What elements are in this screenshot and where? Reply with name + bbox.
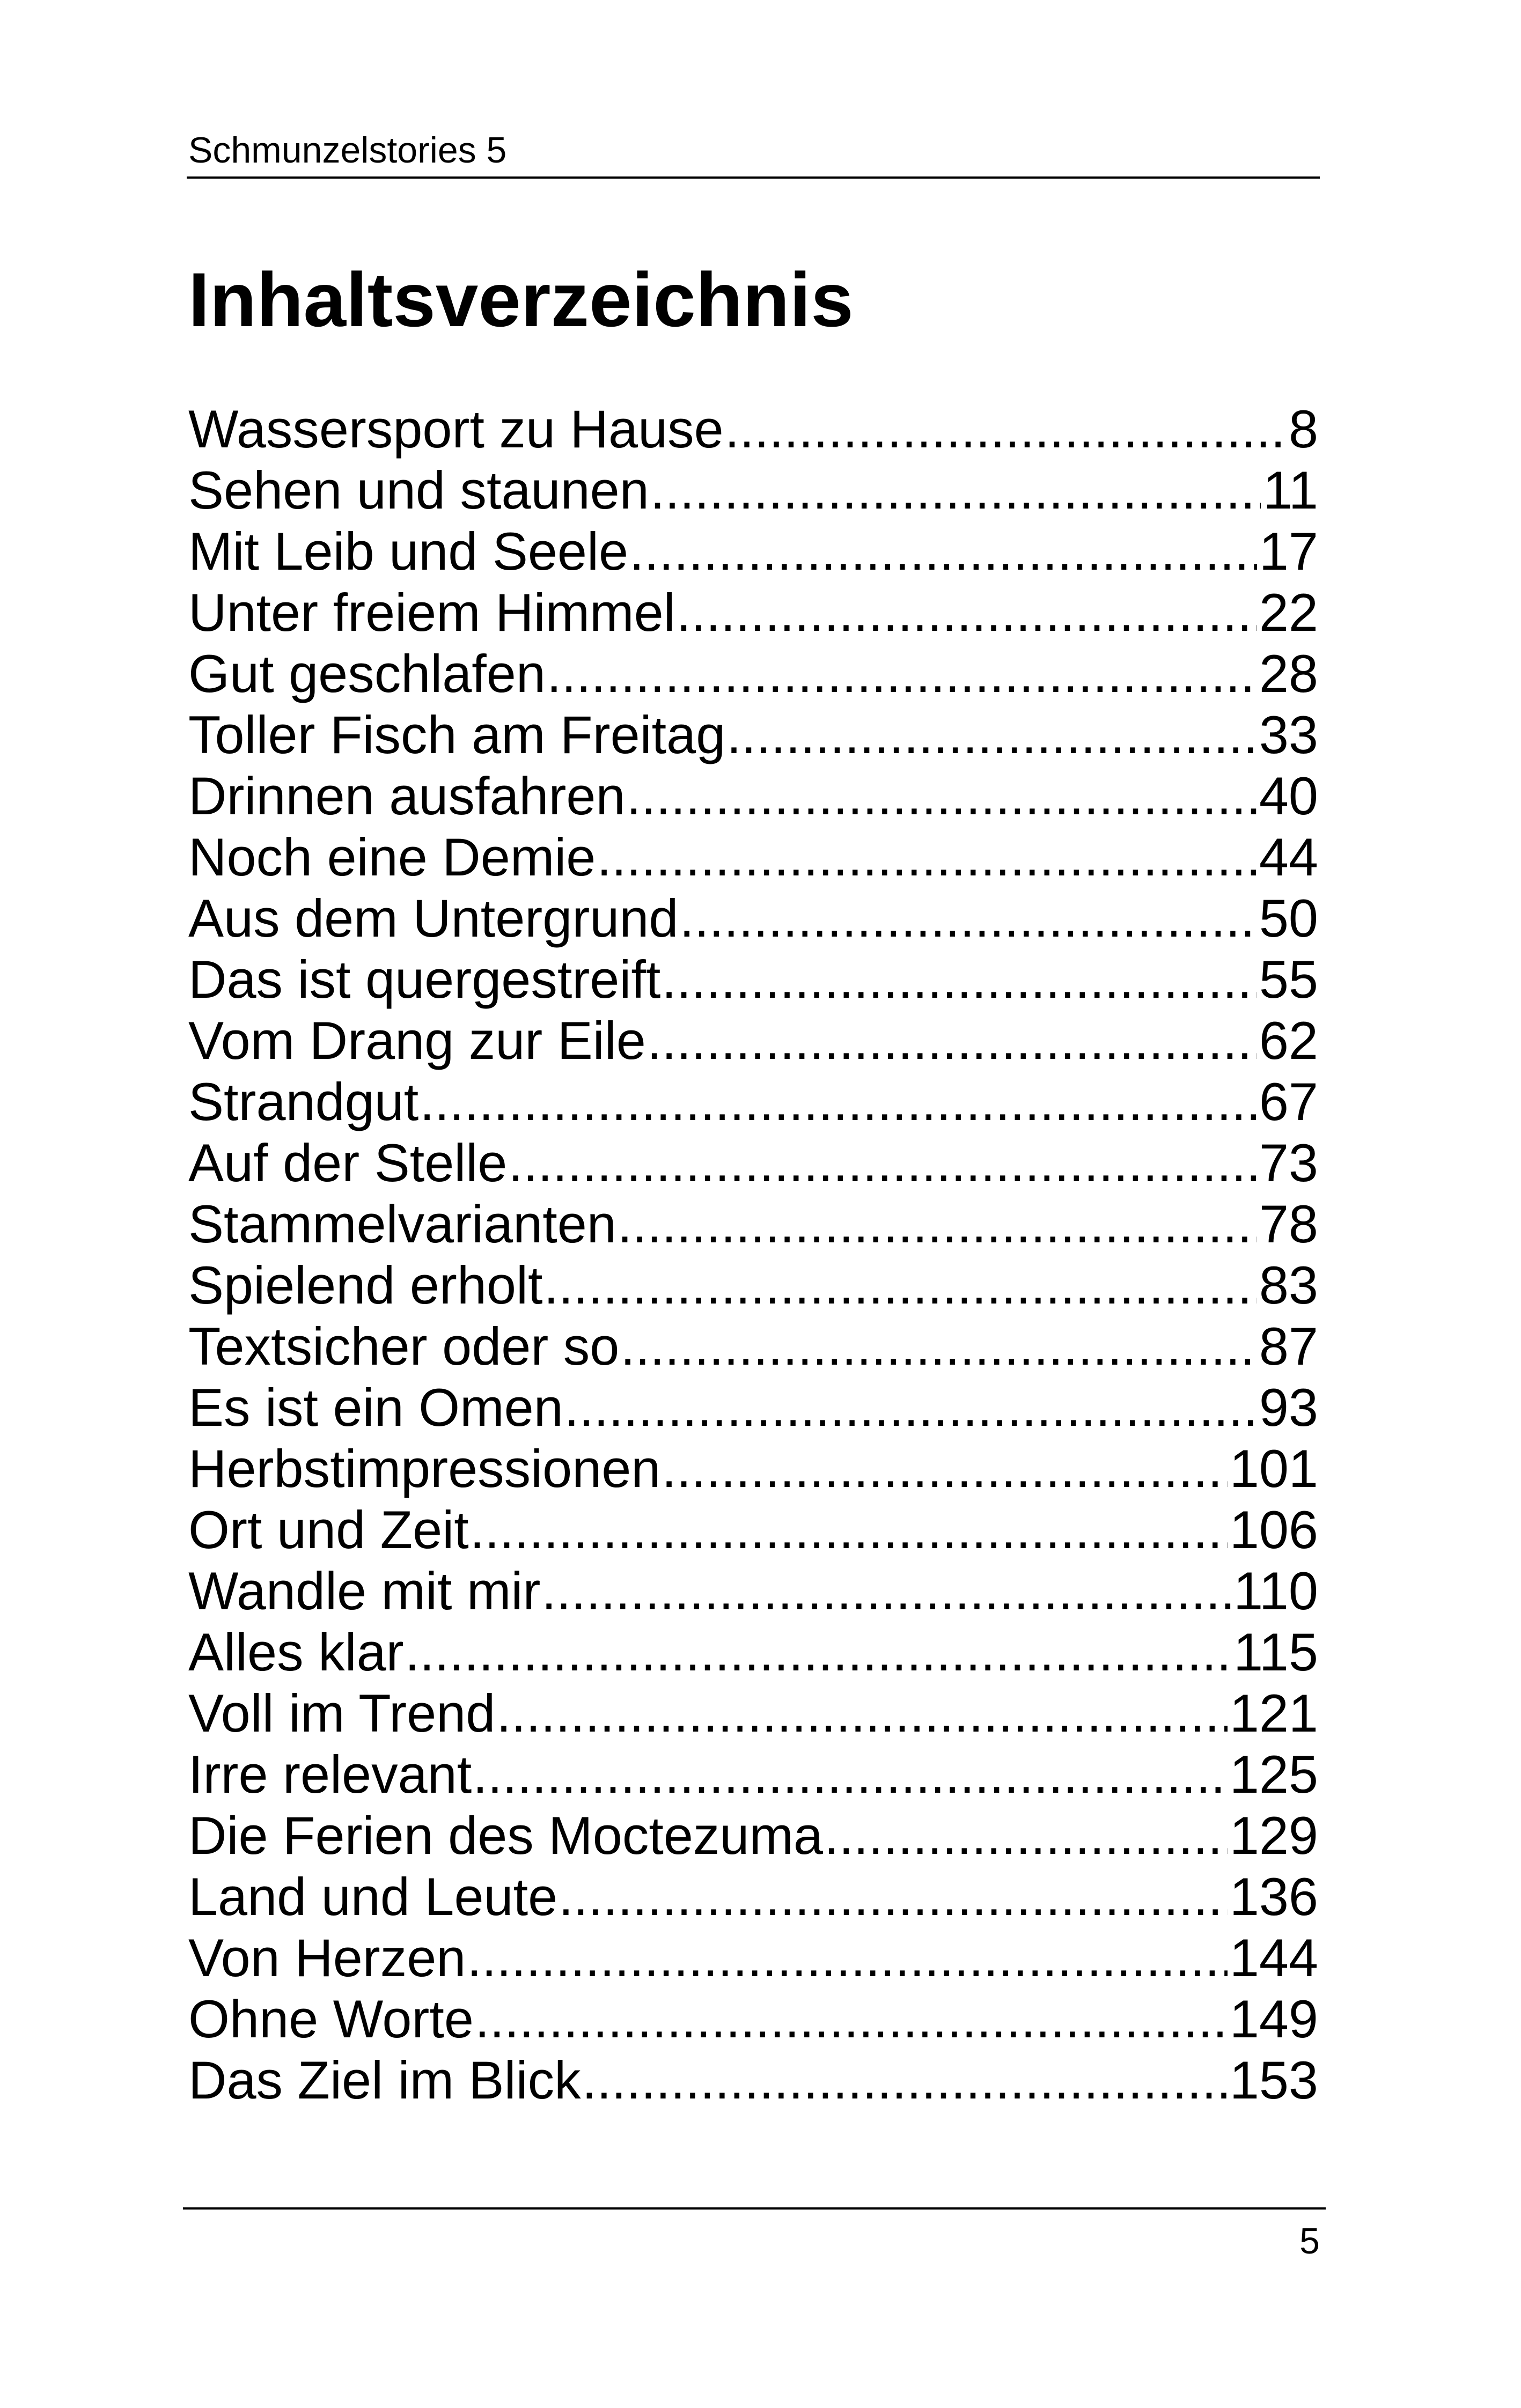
toc-entry-page: 87	[1259, 1316, 1318, 1376]
toc-entry-title: Mit Leib und Seele	[188, 521, 629, 581]
toc-entry-page: 78	[1259, 1194, 1318, 1254]
toc-entry[interactable]	[188, 1071, 1318, 1132]
toc-entry[interactable]	[188, 582, 1318, 643]
dot-leader	[541, 1560, 1231, 1622]
toc-entry[interactable]	[188, 949, 1318, 1010]
toc-entry[interactable]	[188, 1377, 1318, 1438]
toc-entry[interactable]	[188, 1255, 1318, 1316]
dot-leader	[597, 827, 1257, 888]
toc-entry-page: 55	[1259, 949, 1318, 1009]
toc-entry[interactable]	[188, 1132, 1318, 1194]
toc-entry-title: Wassersport zu Hause	[188, 399, 724, 459]
toc-entry-page: 129	[1229, 1806, 1318, 1865]
toc-entry-title: Das ist quergestreift	[188, 949, 661, 1009]
dot-leader	[662, 949, 1257, 1010]
toc-entry-page: 40	[1259, 766, 1318, 826]
dot-leader	[618, 1194, 1257, 1255]
toc-entry-page: 67	[1259, 1072, 1318, 1131]
dot-leader	[543, 1255, 1257, 1316]
toc-entry[interactable]	[188, 1927, 1318, 1989]
dot-leader	[475, 1989, 1228, 2050]
toc-entry[interactable]	[188, 1866, 1318, 1927]
running-header: Schmunzelstories 5	[188, 130, 507, 171]
toc-entry[interactable]	[188, 1805, 1318, 1866]
dot-leader	[405, 1622, 1232, 1683]
toc-entry-page: 22	[1259, 583, 1318, 642]
toc-entry-page: 17	[1259, 521, 1318, 581]
toc-entry-title: Spielend erholt	[188, 1255, 543, 1315]
table-of-contents	[188, 399, 1318, 2111]
toc-entry-title: Ort und Zeit	[188, 1500, 469, 1559]
toc-entry[interactable]	[188, 1622, 1318, 1683]
toc-entry-title: Unter freiem Himmel	[188, 583, 675, 642]
toc-entry-title: Auf der Stelle	[188, 1133, 508, 1192]
toc-entry-page: 115	[1233, 1622, 1318, 1682]
toc-entry-page: 73	[1259, 1133, 1318, 1192]
toc-entry[interactable]	[188, 1499, 1318, 1560]
toc-entry-page: 33	[1259, 705, 1318, 764]
toc-entry-title: Drinnen ausfahren	[188, 766, 626, 826]
toc-entry-title: Sehen und staunen	[188, 460, 649, 520]
toc-entry-page: 28	[1259, 644, 1318, 703]
toc-entry-page: 106	[1229, 1500, 1318, 1559]
toc-entry[interactable]	[188, 704, 1318, 765]
dot-leader	[662, 1438, 1227, 1499]
toc-entry[interactable]	[188, 1744, 1318, 1805]
toc-entry-title: Es ist ein Omen	[188, 1378, 563, 1437]
toc-entry-page: 110	[1233, 1561, 1318, 1621]
dot-leader	[547, 643, 1257, 704]
toc-entry-page: 101	[1229, 1439, 1318, 1498]
toc-entry-title: Die Ferien des Moctezuma	[188, 1806, 823, 1865]
toc-entry[interactable]	[188, 1560, 1318, 1622]
toc-entry[interactable]	[188, 1683, 1318, 1744]
toc-entry[interactable]	[188, 460, 1318, 521]
toc-entry-title: Noch eine Demie	[188, 827, 596, 887]
toc-entry-title: Voll im Trend	[188, 1683, 496, 1743]
toc-entry-page: 44	[1259, 827, 1318, 887]
toc-entry-page: 136	[1229, 1867, 1318, 1926]
toc-entry[interactable]	[188, 1438, 1318, 1499]
dot-leader	[620, 1316, 1257, 1377]
toc-entry[interactable]	[188, 1010, 1318, 1071]
toc-entry-title: Vom Drang zur Eile	[188, 1011, 646, 1070]
toc-entry-page: 83	[1259, 1255, 1318, 1315]
page-number: 5	[1299, 2221, 1320, 2262]
toc-entry-page: 50	[1259, 888, 1318, 948]
dot-leader	[582, 2050, 1228, 2111]
dot-leader	[647, 1010, 1257, 1071]
toc-entry-page: 153	[1229, 2050, 1318, 2110]
toc-entry[interactable]	[188, 888, 1318, 949]
toc-entry-title: Aus dem Untergrund	[188, 888, 679, 948]
toc-entry-page: 8	[1288, 399, 1318, 459]
toc-entry[interactable]	[188, 643, 1318, 704]
dot-leader	[470, 1499, 1228, 1560]
dot-leader	[473, 1744, 1228, 1805]
dot-leader	[726, 704, 1257, 765]
toc-entry[interactable]	[188, 765, 1318, 827]
header-rule	[187, 176, 1320, 179]
toc-entry[interactable]	[188, 1194, 1318, 1255]
toc-entry[interactable]	[188, 1316, 1318, 1377]
toc-entry-page: 149	[1229, 1989, 1318, 2049]
dot-leader	[824, 1805, 1228, 1866]
toc-entry-title: Herbstimpressionen	[188, 1439, 661, 1498]
toc-entry-title: Alles klar	[188, 1622, 404, 1682]
dot-leader	[420, 1071, 1257, 1132]
toc-entry-title: Strandgut	[188, 1072, 419, 1131]
toc-entry-page: 11	[1263, 460, 1318, 520]
toc-entry-page: 121	[1229, 1683, 1318, 1743]
toc-entry[interactable]	[188, 1989, 1318, 2050]
dot-leader	[467, 1927, 1227, 1989]
toc-entry-title: Irre relevant	[188, 1744, 472, 1804]
dot-leader	[679, 888, 1257, 949]
toc-entry-title: Toller Fisch am Freitag	[188, 705, 726, 764]
toc-entry[interactable]	[188, 827, 1318, 888]
toc-entry-title: Textsicher oder so	[188, 1316, 620, 1376]
toc-entry-title: Wandle mit mir	[188, 1561, 541, 1621]
dot-leader	[650, 460, 1261, 521]
toc-entry-page: 125	[1229, 1744, 1318, 1804]
dot-leader	[629, 521, 1257, 582]
toc-entry-page: 144	[1229, 1928, 1318, 1987]
toc-entry[interactable]	[188, 399, 1318, 460]
toc-entry-page: 93	[1259, 1378, 1318, 1437]
dot-leader	[496, 1683, 1228, 1744]
toc-entry-title: Von Herzen	[188, 1928, 466, 1987]
dot-leader	[564, 1377, 1257, 1438]
footer-rule	[183, 2207, 1326, 2210]
toc-entry-title: Land und Leute	[188, 1867, 558, 1926]
toc-entry-title: Das Ziel im Blick	[188, 2050, 581, 2110]
toc-entry[interactable]	[188, 521, 1318, 582]
toc-entry-page: 62	[1259, 1011, 1318, 1070]
toc-entry-title: Ohne Worte	[188, 1989, 474, 2049]
dot-leader	[677, 582, 1257, 643]
page-title: Inhaltsverzeichnis	[188, 257, 854, 343]
dot-leader	[559, 1866, 1228, 1927]
dot-leader	[725, 399, 1287, 460]
dot-leader	[508, 1132, 1257, 1194]
toc-entry[interactable]	[188, 2050, 1318, 2111]
dot-leader	[627, 765, 1257, 827]
toc-entry-title: Gut geschlafen	[188, 644, 546, 703]
toc-entry-title: Stammelvarianten	[188, 1194, 616, 1254]
